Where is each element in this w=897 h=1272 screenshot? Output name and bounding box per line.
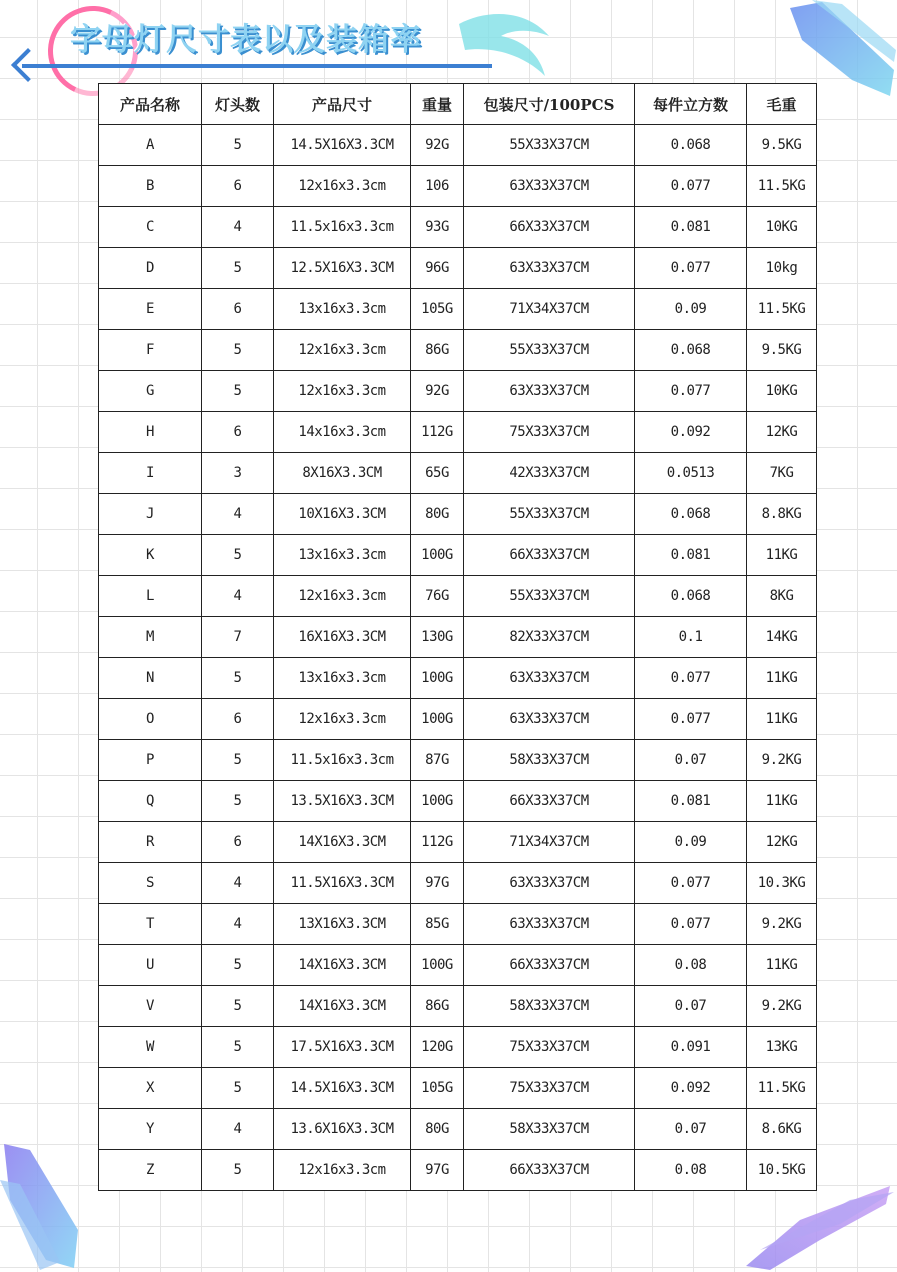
arrow-icon [22,64,492,68]
header-product-name: 产品名称 [99,84,202,125]
cell-gross-weight: 7KG [747,453,817,494]
cell-volume: 0.091 [635,1027,747,1068]
cell-volume: 0.077 [635,658,747,699]
cell-volume: 0.077 [635,904,747,945]
cell-package-size: 63X33X37CM [464,658,635,699]
cell-bulb-count: 5 [202,945,274,986]
cell-product-name: I [99,453,202,494]
table-row [99,699,817,740]
cell-weight: 100G [411,658,464,699]
cell-bulb-count: 5 [202,986,274,1027]
cell-package-size: 63X33X37CM [464,904,635,945]
cell-gross-weight: 10KG [747,207,817,248]
cell-volume: 0.077 [635,248,747,289]
cell-bulb-count: 4 [202,1109,274,1150]
cell-weight: 112G [411,822,464,863]
cell-gross-weight: 8KG [747,576,817,617]
cell-volume: 0.1 [635,617,747,658]
table-row [99,1068,817,1109]
cell-product-name: H [99,412,202,453]
cell-product-size: 11.5x16x3.3cm [274,740,411,781]
brush-stroke-icon [455,6,555,86]
table-row [99,248,817,289]
cell-gross-weight: 11.5KG [747,166,817,207]
cell-bulb-count: 5 [202,740,274,781]
cell-package-size: 75X33X37CM [464,412,635,453]
cell-product-name: N [99,658,202,699]
cell-volume: 0.077 [635,863,747,904]
header-package-size: 包装尺寸/100PCS [464,84,635,125]
brush-stroke-icon [0,1140,85,1272]
cell-weight: 96G [411,248,464,289]
cell-product-size: 14x16x3.3cm [274,412,411,453]
cell-product-name: S [99,863,202,904]
cell-package-size: 55X33X37CM [464,576,635,617]
cell-gross-weight: 9.2KG [747,740,817,781]
table-row [99,617,817,658]
cell-weight: 106 [411,166,464,207]
cell-bulb-count: 5 [202,1027,274,1068]
cell-volume: 0.068 [635,494,747,535]
cell-product-size: 8X16X3.3CM [274,453,411,494]
cell-bulb-count: 5 [202,248,274,289]
cell-gross-weight: 11KG [747,781,817,822]
table-row [99,904,817,945]
cell-volume: 0.07 [635,1109,747,1150]
cell-bulb-count: 5 [202,330,274,371]
cell-weight: 76G [411,576,464,617]
cell-gross-weight: 8.8KG [747,494,817,535]
cell-bulb-count: 5 [202,658,274,699]
table-row [99,535,817,576]
cell-volume: 0.07 [635,986,747,1027]
cell-weight: 112G [411,412,464,453]
table-row [99,863,817,904]
cell-weight: 97G [411,863,464,904]
cell-product-name: G [99,371,202,412]
cell-package-size: 82X33X37CM [464,617,635,658]
cell-weight: 93G [411,207,464,248]
header-weight: 重量 [411,84,464,125]
cell-gross-weight: 14KG [747,617,817,658]
cell-package-size: 66X33X37CM [464,207,635,248]
cell-bulb-count: 5 [202,1150,274,1191]
cell-volume: 0.092 [635,1068,747,1109]
cell-product-name: P [99,740,202,781]
cell-volume: 0.068 [635,576,747,617]
table-row [99,781,817,822]
cell-bulb-count: 4 [202,207,274,248]
table-row [99,125,817,166]
cell-gross-weight: 9.5KG [747,125,817,166]
cell-volume: 0.081 [635,781,747,822]
table-row [99,330,817,371]
cell-package-size: 66X33X37CM [464,535,635,576]
cell-bulb-count: 4 [202,863,274,904]
cell-volume: 0.092 [635,412,747,453]
cell-product-name: T [99,904,202,945]
cell-product-name: O [99,699,202,740]
brush-stroke-icon [740,1180,897,1272]
cell-package-size: 55X33X37CM [464,330,635,371]
header-gross-weight: 毛重 [747,84,817,125]
table-row [99,1109,817,1150]
cell-bulb-count: 4 [202,576,274,617]
cell-product-size: 17.5X16X3.3CM [274,1027,411,1068]
cell-weight: 85G [411,904,464,945]
table-row [99,945,817,986]
cell-volume: 0.081 [635,207,747,248]
cell-product-name: D [99,248,202,289]
cell-gross-weight: 9.2KG [747,986,817,1027]
cell-weight: 65G [411,453,464,494]
cell-volume: 0.0513 [635,453,747,494]
cell-gross-weight: 10.5KG [747,1150,817,1191]
table-row [99,986,817,1027]
spec-table [98,83,817,1191]
table-row [99,453,817,494]
table-row [99,494,817,535]
cell-package-size: 63X33X37CM [464,166,635,207]
cell-package-size: 58X33X37CM [464,1109,635,1150]
cell-volume: 0.09 [635,822,747,863]
cell-weight: 87G [411,740,464,781]
cell-package-size: 75X33X37CM [464,1027,635,1068]
cell-bulb-count: 6 [202,166,274,207]
cell-product-size: 11.5x16x3.3cm [274,207,411,248]
cell-product-size: 11.5X16X3.3CM [274,863,411,904]
cell-product-name: Z [99,1150,202,1191]
cell-weight: 120G [411,1027,464,1068]
cell-product-size: 13.6X16X3.3CM [274,1109,411,1150]
cell-gross-weight: 11KG [747,945,817,986]
cell-gross-weight: 10kg [747,248,817,289]
cell-package-size: 63X33X37CM [464,699,635,740]
cell-volume: 0.08 [635,1150,747,1191]
table-row [99,1150,817,1191]
cell-product-name: A [99,125,202,166]
cell-weight: 86G [411,330,464,371]
cell-product-size: 10X16X3.3CM [274,494,411,535]
table-header-row [99,84,817,125]
cell-weight: 97G [411,1150,464,1191]
cell-gross-weight: 12KG [747,412,817,453]
table-row [99,371,817,412]
arrow-head-icon [11,48,45,82]
cell-product-size: 13.5X16X3.3CM [274,781,411,822]
header-volume: 每件立方数 [635,84,747,125]
cell-gross-weight: 10.3KG [747,863,817,904]
cell-volume: 0.081 [635,535,747,576]
cell-product-size: 12x16x3.3cm [274,371,411,412]
cell-product-size: 14.5X16X3.3CM [274,125,411,166]
cell-weight: 92G [411,125,464,166]
table-row [99,289,817,330]
cell-product-size: 12x16x3.3cm [274,1150,411,1191]
cell-volume: 0.068 [635,330,747,371]
cell-product-size: 14.5X16X3.3CM [274,1068,411,1109]
cell-product-name: Y [99,1109,202,1150]
cell-product-name: E [99,289,202,330]
cell-bulb-count: 6 [202,412,274,453]
cell-weight: 86G [411,986,464,1027]
cell-product-size: 16X16X3.3CM [274,617,411,658]
cell-package-size: 75X33X37CM [464,1068,635,1109]
cell-product-name: Q [99,781,202,822]
cell-volume: 0.09 [635,289,747,330]
cell-weight: 100G [411,945,464,986]
cell-bulb-count: 4 [202,904,274,945]
cell-product-name: L [99,576,202,617]
cell-product-name: K [99,535,202,576]
cell-product-size: 14X16X3.3CM [274,822,411,863]
cell-package-size: 63X33X37CM [464,248,635,289]
cell-gross-weight: 13KG [747,1027,817,1068]
cell-bulb-count: 5 [202,1068,274,1109]
cell-weight: 130G [411,617,464,658]
page-title: 字母灯尺寸表以及装箱率 [70,22,422,58]
table-row [99,412,817,453]
table-row [99,166,817,207]
cell-product-size: 14X16X3.3CM [274,945,411,986]
cell-product-size: 13x16x3.3cm [274,535,411,576]
cell-product-size: 13X16X3.3CM [274,904,411,945]
cell-package-size: 71X34X37CM [464,289,635,330]
cell-bulb-count: 6 [202,822,274,863]
table-row [99,207,817,248]
header-product-size: 产品尺寸 [274,84,411,125]
cell-volume: 0.077 [635,371,747,412]
cell-gross-weight: 9.5KG [747,330,817,371]
cell-product-name: C [99,207,202,248]
cell-gross-weight: 12KG [747,822,817,863]
cell-package-size: 63X33X37CM [464,863,635,904]
cell-bulb-count: 5 [202,125,274,166]
cell-volume: 0.08 [635,945,747,986]
cell-package-size: 63X33X37CM [464,371,635,412]
cell-bulb-count: 6 [202,699,274,740]
cell-weight: 105G [411,1068,464,1109]
cell-gross-weight: 8.6KG [747,1109,817,1150]
cell-package-size: 71X34X37CM [464,822,635,863]
cell-product-name: R [99,822,202,863]
cell-gross-weight: 11KG [747,658,817,699]
cell-weight: 80G [411,1109,464,1150]
cell-gross-weight: 10KG [747,371,817,412]
table-row [99,740,817,781]
cell-product-size: 12x16x3.3cm [274,166,411,207]
cell-product-name: B [99,166,202,207]
cell-package-size: 58X33X37CM [464,986,635,1027]
cell-volume: 0.07 [635,740,747,781]
cell-bulb-count: 6 [202,289,274,330]
cell-bulb-count: 4 [202,494,274,535]
cell-weight: 100G [411,535,464,576]
cell-bulb-count: 3 [202,453,274,494]
cell-product-name: J [99,494,202,535]
cell-volume: 0.077 [635,699,747,740]
cell-product-size: 12x16x3.3cm [274,699,411,740]
cell-weight: 100G [411,699,464,740]
cell-gross-weight: 11.5KG [747,1068,817,1109]
cell-product-name: M [99,617,202,658]
cell-product-name: W [99,1027,202,1068]
cell-package-size: 55X33X37CM [464,494,635,535]
table-row [99,576,817,617]
cell-package-size: 55X33X37CM [464,125,635,166]
cell-gross-weight: 11KG [747,535,817,576]
cell-package-size: 58X33X37CM [464,740,635,781]
cell-package-size: 66X33X37CM [464,781,635,822]
cell-gross-weight: 9.2KG [747,904,817,945]
cell-bulb-count: 5 [202,371,274,412]
cell-product-size: 13x16x3.3cm [274,658,411,699]
cell-gross-weight: 11.5KG [747,289,817,330]
cell-weight: 80G [411,494,464,535]
cell-bulb-count: 5 [202,781,274,822]
table-row [99,658,817,699]
cell-product-size: 13x16x3.3cm [274,289,411,330]
table-row [99,822,817,863]
cell-bulb-count: 7 [202,617,274,658]
cell-product-name: U [99,945,202,986]
cell-package-size: 66X33X37CM [464,945,635,986]
cell-product-size: 12x16x3.3cm [274,576,411,617]
cell-product-name: F [99,330,202,371]
cell-product-size: 12x16x3.3cm [274,330,411,371]
cell-package-size: 66X33X37CM [464,1150,635,1191]
cell-weight: 105G [411,289,464,330]
cell-product-size: 12.5X16X3.3CM [274,248,411,289]
cell-volume: 0.068 [635,125,747,166]
header-bulb-count: 灯头数 [202,84,274,125]
cell-package-size: 42X33X37CM [464,453,635,494]
cell-bulb-count: 5 [202,535,274,576]
cell-product-size: 14X16X3.3CM [274,986,411,1027]
cell-weight: 100G [411,781,464,822]
cell-weight: 92G [411,371,464,412]
cell-product-name: V [99,986,202,1027]
cell-product-name: X [99,1068,202,1109]
cell-gross-weight: 11KG [747,699,817,740]
cell-volume: 0.077 [635,166,747,207]
table-row [99,1027,817,1068]
